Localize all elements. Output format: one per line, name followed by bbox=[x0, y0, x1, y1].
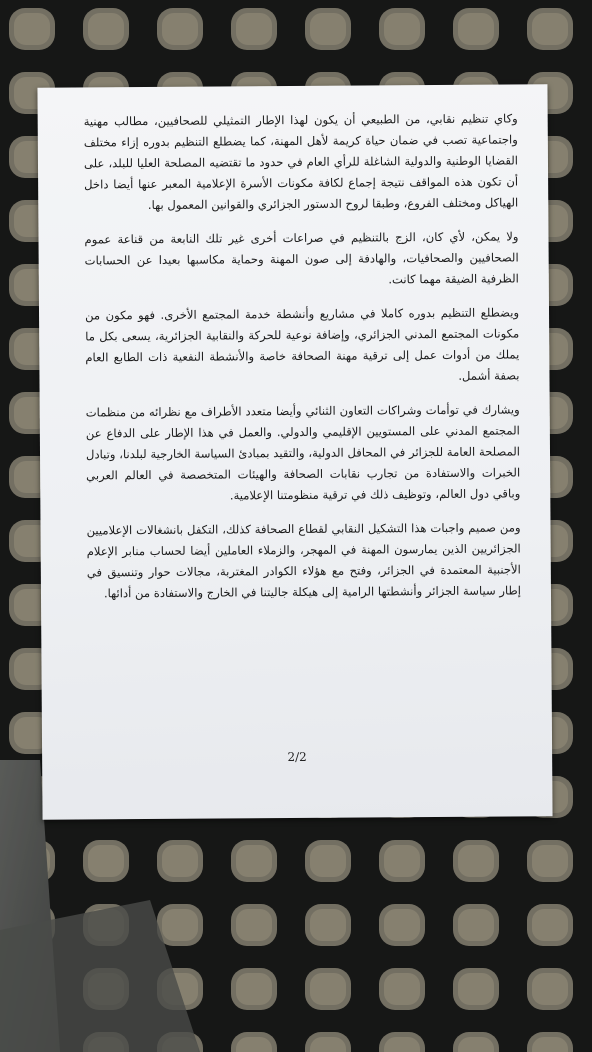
paragraph-4: ويشارك في توأمات وشراكات التعاون الثنائي وأيضا متعدد الأطراف مع نظرائه من منظمات المجتمع المدني على المستويين الإقليمي والدولي. والعمل في هذا الإطار على الدفاع عن المصلحة العامة للجزائر في المحافل الدولية، والتقيد بمبادئ السياسة الخارجية لبلدنا، وتبادل الخبرات والاستفادة من تجارب نقابات الصحافة والهيئات المتخصصة في العالم العربي وباقي دول العالم، وتوظيف ذلك في ترقية منظومتنا الإعلامية. bbox=[85, 402, 521, 503]
printed-page bbox=[37, 84, 552, 820]
article-body bbox=[84, 108, 522, 617]
paragraph-3: ويضطلع التنظيم بدوره كاملا في مشاريع وأنشطة خدمة المجتمع الأخرى. فهو مكون من مكونات المجتمع المدني الجزائري، وإضافة نوعية للحركة والنقابية الجزائرية، يسعى بكل ما يملك من أدوات عمل إلى ترقية مهنة الصحافة خاصة والأنشطة النفعية ذات الطابع العام بصفة أشمل. bbox=[84, 305, 520, 383]
paragraph-1: وكاي تنظيم نقابي، من الطبيعي أن يكون لهذا الإطار التمثيلي للصحافيين، مطالب مهنية واجتماعية تصب في ضمان حياة كريمة لأهل المهنة، كما يضطلع التنظيم بدوره إزاء مختلف القضايا الوطنية والدولية الشاغلة للرأي العام في حدود ما تقتضيه المصلحة العليا للبلد، على أن تكون هذه المواقف نتيجة إجماع لكافة مكونات الأسرة الإعلامية المعبر عنها أيضا داخل الهياكل ومختلف الفروع، وطبقا لروح الدستور الجزائري والقوانين المعمول بها. bbox=[83, 111, 519, 213]
paragraph-2: ولا يمكن، لأي كان، الزج بالتنظيم في صراعات أخرى غير تلك النابعة من قناعة عموم الصحافيين والصحافيات، والهادفة إلى صون المهنة وحماية مكاسبها بعيدا عن الحسابات الظرفية الضيقة مهما كانت. bbox=[84, 229, 519, 287]
page-number: 2/2 bbox=[287, 749, 307, 765]
paragraph-5: ومن صميم واجبات هذا التشكيل النقابي لقطاع الصحافة كذلك، التكفل بانشغالات الإعلاميين الجزائريين الذين يمارسون المهنة في المهجر، والزملاء العاملين أيضا لحساب منابر الإعلام الأجنبية المعتمدة في الجزائر، وفتح مع هؤلاء الكوادر المغتربة، مجالات حوار وتنسيق في إطار سياسة الجزائر وأنشطتها الرامية إلى هيكلة جاليتنا في الخارج والاستفادة من أدائها. bbox=[86, 520, 522, 601]
